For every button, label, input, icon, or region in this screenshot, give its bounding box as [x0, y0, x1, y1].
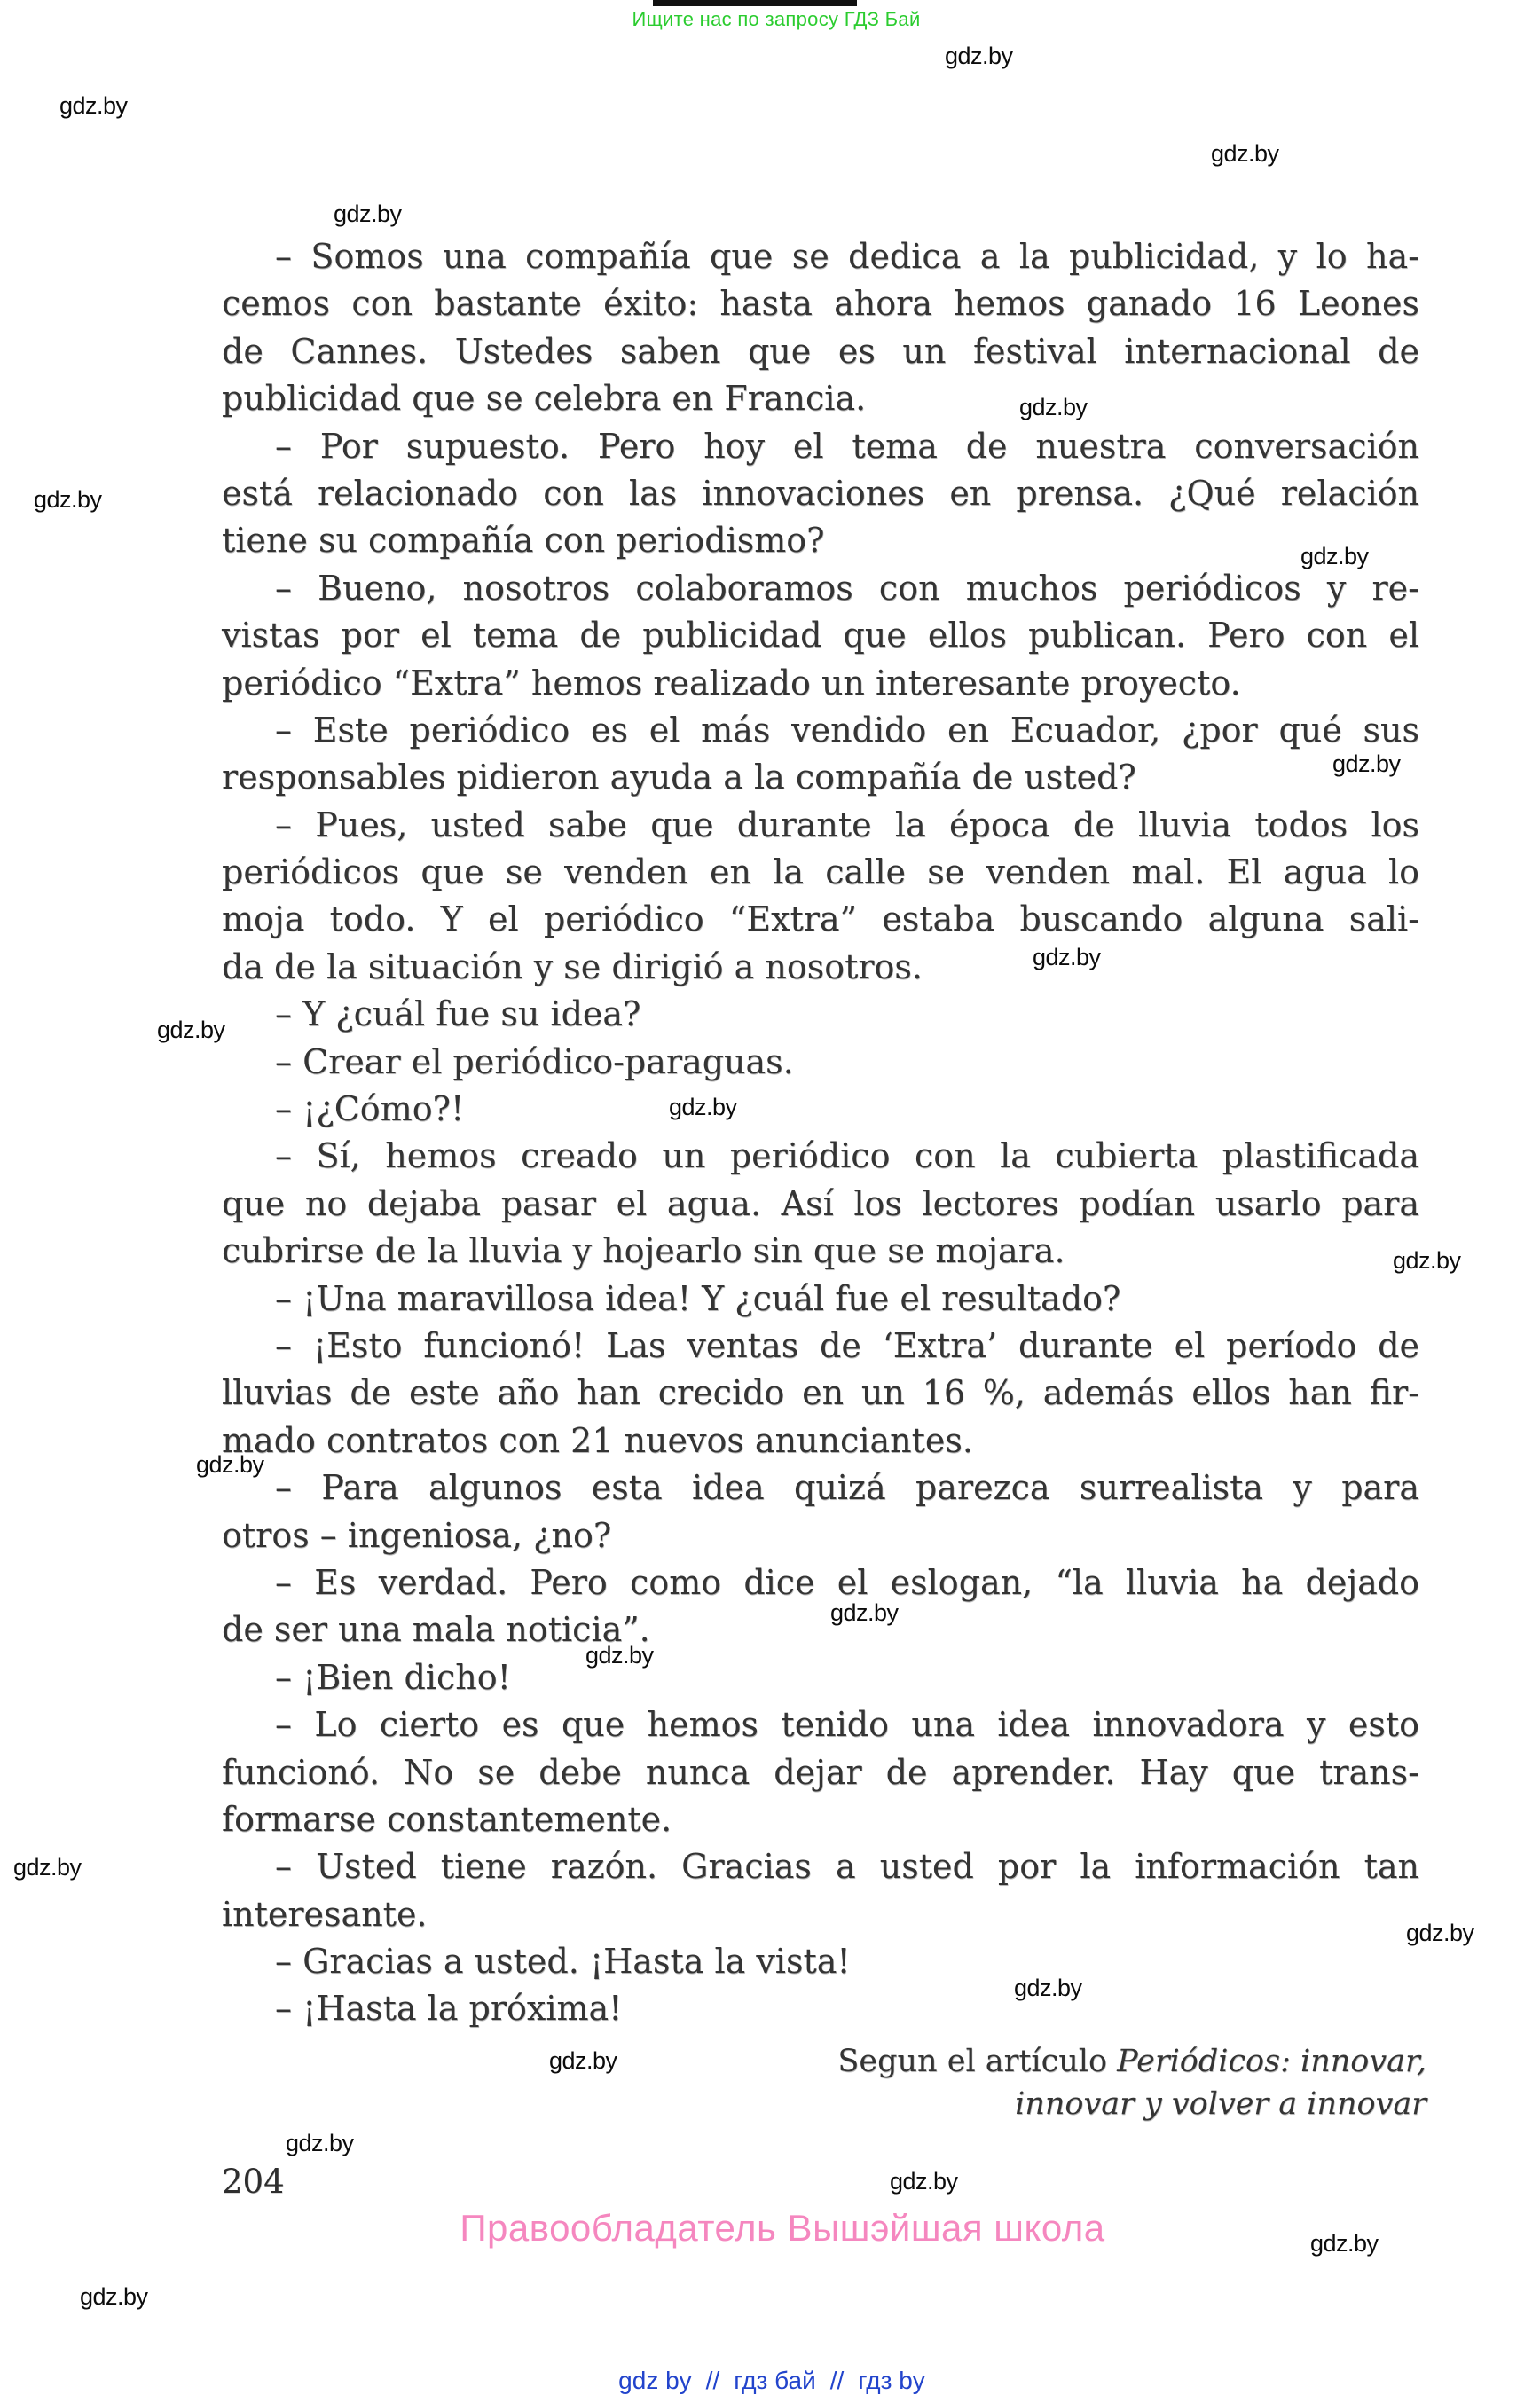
- gdz-watermark: gdz.by: [1406, 1920, 1474, 1946]
- footer-link[interactable]: гдз by: [858, 2367, 925, 2394]
- gdz-watermark: gdz.by: [830, 1599, 899, 1626]
- footer-link[interactable]: гдз бай: [734, 2367, 816, 2394]
- footer-link[interactable]: gdz by: [618, 2367, 692, 2394]
- gdz-watermark: gdz.by: [1393, 1247, 1461, 1274]
- gdz-watermark: gdz.by: [334, 200, 402, 227]
- gdz-watermark: gdz.by: [157, 1017, 225, 1043]
- dialogue-line: – Para algunos esta idea quizá parezca surrealista y para: [275, 1468, 1419, 1508]
- dialogue-line: da de la situación y se dirigió a nosotros.: [222, 946, 923, 986]
- attribution-line-1: [628, 2040, 1426, 2083]
- dialogue-line: cubrirse de la lluvia y hojearlo sin que se mojara.: [222, 1231, 1065, 1271]
- dialogue-line: – Usted tiene razón. Gracias a usted por la información tan: [275, 1847, 1419, 1887]
- gdz-watermark: gdz.by: [945, 43, 1013, 69]
- gdz-watermark: gdz.by: [549, 2047, 617, 2074]
- dialogue-line: vistas por el tema de publicidad que ellos publican. Pero con el: [222, 616, 1419, 656]
- dialogue-line: – Es verdad. Pero como dice el eslogan, “la lluvia ha dejado: [275, 1562, 1419, 1602]
- scan-artifact-bar: [653, 0, 857, 6]
- dialogue-line: – ¡¿Cómo?!: [275, 1089, 465, 1129]
- dialogue-line: periódico “Extra” hemos realizado un interesante proyecto.: [222, 663, 1241, 703]
- dialogue-line: lluvias de este año han crecido en un 16 %, además ellos han fir-: [222, 1373, 1419, 1413]
- gdz-watermark: gdz.by: [1211, 140, 1279, 167]
- dialogue-line: – Y ¿cuál fue su idea?: [275, 994, 641, 1034]
- dialogue-line: formarse constantemente.: [222, 1799, 672, 1839]
- gdz-watermark: gdz.by: [1300, 543, 1369, 569]
- dialogue-line: periódicos que se venden en la calle se venden mal. El agua lo: [222, 852, 1419, 892]
- gdz-watermark: gdz.by: [59, 92, 128, 119]
- gdz-watermark: gdz.by: [286, 2130, 354, 2156]
- dialogue-text: [222, 233, 1419, 2033]
- dialogue-line: – ¡Una maravillosa idea! Y ¿cuál fue el resultado?: [275, 1278, 1121, 1318]
- attribution: [628, 2040, 1426, 2125]
- gdz-watermark: gdz.by: [1014, 1975, 1082, 2001]
- gdz-watermark: gdz.by: [1332, 750, 1401, 777]
- attribution-prefix: Segun el artículo: [837, 2044, 1118, 2079]
- dialogue-line: responsables pidieron ayuda a la compañía de usted?: [222, 758, 1136, 797]
- gdz-watermark: gdz.by: [669, 1094, 737, 1120]
- gdz-watermark: gdz.by: [34, 486, 102, 513]
- dialogue-line: moja todo. Y el periódico “Extra” estaba buscando alguna sali-: [222, 899, 1419, 939]
- promo-banner: Ищите нас по запросу ГДЗ Бай: [632, 8, 921, 30]
- gdz-watermark: gdz.by: [80, 2283, 148, 2310]
- footer-link-separator: //: [705, 2367, 720, 2394]
- dialogue-line: – Bueno, nosotros colaboramos con muchos periódicos y re-: [275, 568, 1419, 608]
- footer-link-separator: //: [829, 2367, 845, 2394]
- dialogue-line: está relacionado con las innovaciones en prensa. ¿Qué relación: [222, 473, 1419, 513]
- dialogue-line: – Crear el periódico-paraguas.: [275, 1041, 794, 1081]
- copyright-notice: Правообладатель Вышэйшая школа: [460, 2207, 1105, 2249]
- gdz-watermark: gdz.by: [196, 1451, 264, 1478]
- dialogue-line: – Por supuesto. Pero hoy el tema de nuestra conversación: [275, 426, 1419, 466]
- dialogue-line: – ¡Bien dicho!: [275, 1657, 511, 1697]
- gdz-watermark: gdz.by: [13, 1854, 82, 1881]
- dialogue-line: – Somos una compañía que se dedica a la publicidad, y lo ha-: [275, 237, 1419, 276]
- attribution-line-2: innovar y volver a innovar: [1015, 2086, 1426, 2122]
- dialogue-line: funcionó. No se debe nunca dejar de aprender. Hay que trans-: [222, 1752, 1419, 1792]
- footer-links: [0, 2367, 1540, 2395]
- dialogue-line: – Este periódico es el más vendido en Ecuador, ¿por qué sus: [275, 710, 1419, 750]
- dialogue-line: – Pues, usted sabe que durante la época de lluvia todos los: [275, 805, 1419, 844]
- dialogue-line: cemos con bastante éxito: hasta ahora hemos ganado 16 Leones: [222, 284, 1419, 324]
- gdz-watermark: gdz.by: [1310, 2230, 1379, 2257]
- gdz-watermark: gdz.by: [890, 2168, 958, 2195]
- attribution-article-title: Periódicos: innovar,: [1117, 2044, 1426, 2079]
- dialogue-line: de Cannes. Ustedes saben que es un festival internacional de: [222, 331, 1419, 371]
- dialogue-line: – Lo cierto es que hemos tenido una idea innovadora y esto: [275, 1705, 1419, 1745]
- dialogue-line: publicidad que se celebra en Francia.: [222, 379, 867, 419]
- dialogue-line: – ¡Esto funcionó! Las ventas de ‘Extra’ durante el período de: [275, 1325, 1419, 1365]
- dialogue-line: otros – ingeniosa, ¿no?: [222, 1515, 612, 1555]
- dialogue-line: – Gracias a usted. ¡Hasta la vista!: [275, 1942, 851, 1982]
- gdz-watermark: gdz.by: [1033, 944, 1101, 970]
- dialogue-line: interesante.: [222, 1894, 428, 1934]
- dialogue-line: – Sí, hemos creado un periódico con la cubierta plastificada: [275, 1136, 1419, 1176]
- page-number: 204: [222, 2163, 285, 2201]
- dialogue-line: tiene su compañía con periodismo?: [222, 521, 825, 561]
- dialogue-line: – ¡Hasta la próxima!: [275, 1989, 623, 2029]
- dialogue-line: mado contratos con 21 nuevos anunciantes.: [222, 1420, 973, 1460]
- dialogue-line: que no dejaba pasar el agua. Así los lectores podían usarlo para: [222, 1183, 1419, 1223]
- gdz-watermark: gdz.by: [585, 1642, 654, 1669]
- gdz-watermark: gdz.by: [1019, 394, 1088, 420]
- dialogue-line: de ser una mala noticia”.: [222, 1610, 650, 1650]
